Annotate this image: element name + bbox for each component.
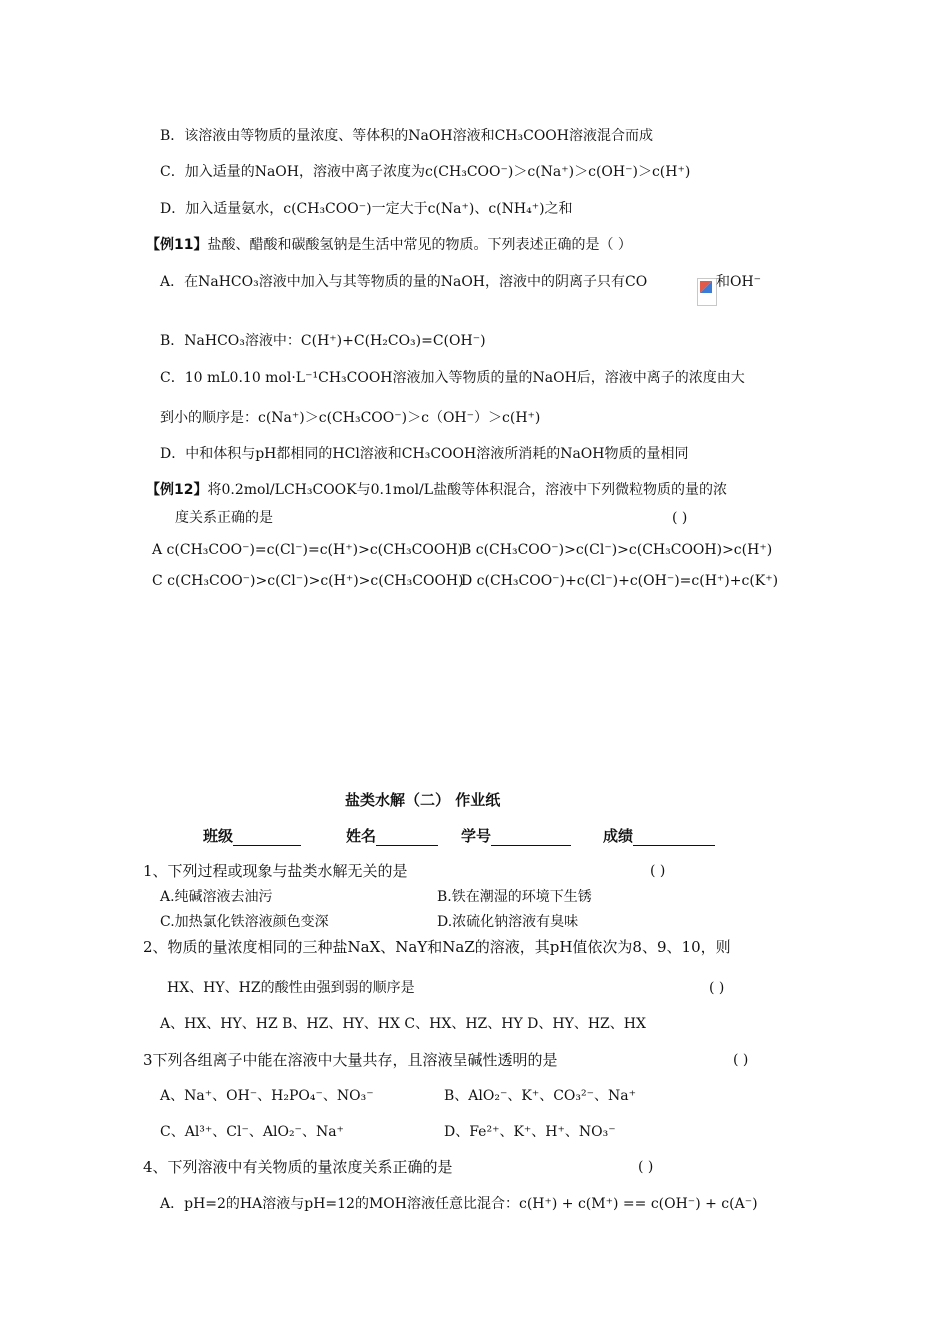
score-label: 成绩	[603, 827, 634, 845]
answer-paren: ( )	[650, 863, 666, 879]
answer-paren: ( )	[733, 1052, 749, 1068]
broken-image-icon	[697, 278, 717, 306]
option-d-text: D．加入适量氨水，c(CH₃COO⁻)一定大于c(Na⁺)、c(NH₄⁺)之和	[160, 201, 573, 217]
example-11-tag: 【例11】	[146, 237, 208, 253]
question-1-stem: 1、下列过程或现象与盐类水解无关的是	[143, 862, 408, 880]
id-field[interactable]	[461, 826, 571, 846]
name-field[interactable]	[346, 826, 438, 846]
score-blank[interactable]	[633, 829, 715, 846]
question-1-option-a: A.纯碱溶液去油污	[160, 889, 273, 905]
class-label: 班级	[203, 827, 234, 845]
question-4-stem: 4、下列溶液中有关物质的量浓度关系正确的是	[143, 1158, 453, 1176]
example-12-question	[146, 480, 727, 500]
question-2-stem: 2、物质的量浓度相同的三种盐NaX、NaY和NaZ的溶液，其pH值依次为8、9、10，则	[143, 938, 731, 956]
example-11-option-a-end: 和OH⁻	[716, 274, 762, 290]
example-11-option-d: D．中和体积与pH都相同的HCl溶液和CH₃COOH溶液所消耗的NaOH物质的量相同	[160, 446, 689, 462]
question-3-stem: 3下列各组离子中能在溶液中大量共存，且溶液呈碱性透明的是	[143, 1051, 558, 1069]
name-blank[interactable]	[376, 829, 438, 846]
question-4-option-a: A．pH=2的HA溶液与pH=12的MOH溶液任意比混合：c(H⁺) + c(M⁺) == c(OH⁻) + c(A⁻)	[160, 1196, 758, 1212]
answer-paren: ( )	[672, 510, 688, 526]
example-12-option-d: D c(CH₃COO⁻)+c(Cl⁻)+c(OH⁻)=c(H⁺)+c(K⁺)	[461, 573, 779, 589]
question-2-options: A、HX、HY、HZ B、HZ、HY、HX C、HX、HZ、HY D、HY、HZ、HX	[160, 1016, 646, 1032]
id-blank[interactable]	[491, 829, 571, 846]
question-1-option-b: B.铁在潮湿的环境下生锈	[437, 889, 592, 905]
question-3-option-c: C、Al³⁺、Cl⁻、AlO₂⁻、Na⁺	[160, 1124, 344, 1140]
example-11-question	[146, 235, 632, 255]
example-11-option-c-line1: C．10 mL0.10 mol·L⁻¹CH₃COOH溶液加入等物质的量的NaOH后，溶液中离子的浓度由大	[160, 370, 745, 386]
example-11-option-c-line2: 到小的顺序是：c(Na⁺)＞c(CH₃COO⁻)＞c（OH⁻）＞c(H⁺)	[160, 410, 541, 426]
example-11-option-a: A．在NaHCO₃溶液中加入与其等物质的量的NaOH，溶液中的阴离子只有CO	[160, 274, 648, 290]
example-12-option-b: B c(CH₃COO⁻)>c(Cl⁻)>c(CH₃COOH)>c(H⁺)	[461, 542, 773, 558]
class-blank[interactable]	[233, 829, 301, 846]
example-12-option-a: A c(CH₃COO⁻)=c(Cl⁻)=c(H⁺)>c(CH₃COOH)	[152, 542, 463, 558]
option-c-text: C．加入适量的NaOH，溶液中离子浓度为c(CH₃COO⁻)＞c(Na⁺)＞c(OH⁻)＞c(H⁺)	[160, 164, 691, 180]
name-label: 姓名	[346, 827, 377, 845]
question-3-option-a: A、Na⁺、OH⁻、H₂PO₄⁻、NO₃⁻	[160, 1088, 374, 1104]
score-field[interactable]	[603, 826, 715, 846]
option-b-text: B．该溶液由等物质的量浓度、等体积的NaOH溶液和CH₃COOH溶液混合而成	[160, 128, 653, 144]
example-12-tag: 【例12】	[146, 482, 208, 498]
worksheet-title: 盐类水解（二） 作业纸	[345, 791, 501, 809]
answer-paren: ( )	[709, 980, 725, 996]
answer-paren: ( )	[638, 1159, 654, 1175]
id-label: 学号	[461, 827, 492, 845]
question-3-option-b: B、AlO₂⁻、K⁺、CO₃²⁻、Na⁺	[444, 1088, 636, 1104]
question-1-option-d: D.浓硫化钠溶液有臭味	[437, 914, 579, 930]
example-12-stem: 将0.2mol/LCH₃COOK与0.1mol/L盐酸等体积混合，溶液中下列微粒物质的量的浓	[207, 482, 728, 498]
example-11-option-b: B．NaHCO₃溶液中：C(H⁺)+C(H₂CO₃)=C(OH⁻)	[160, 333, 486, 349]
question-1-option-c: C.加热氯化铁溶液颜色变深	[160, 914, 329, 930]
example-11-stem: 盐酸、醋酸和碳酸氢钠是生活中常见的物质。下列表述正确的是（ ）	[207, 237, 632, 253]
example-12-option-c: C c(CH₃COO⁻)>c(Cl⁻)>c(H⁺)>c(CH₃COOH)	[152, 573, 464, 589]
class-field[interactable]	[203, 826, 301, 846]
question-3-option-d: D、Fe²⁺、K⁺、H⁺、NO₃⁻	[444, 1124, 616, 1140]
question-2-stem-cont: HX、HY、HZ的酸性由强到弱的顺序是	[167, 980, 415, 996]
example-12-stem-cont: 度关系正确的是	[175, 510, 273, 526]
